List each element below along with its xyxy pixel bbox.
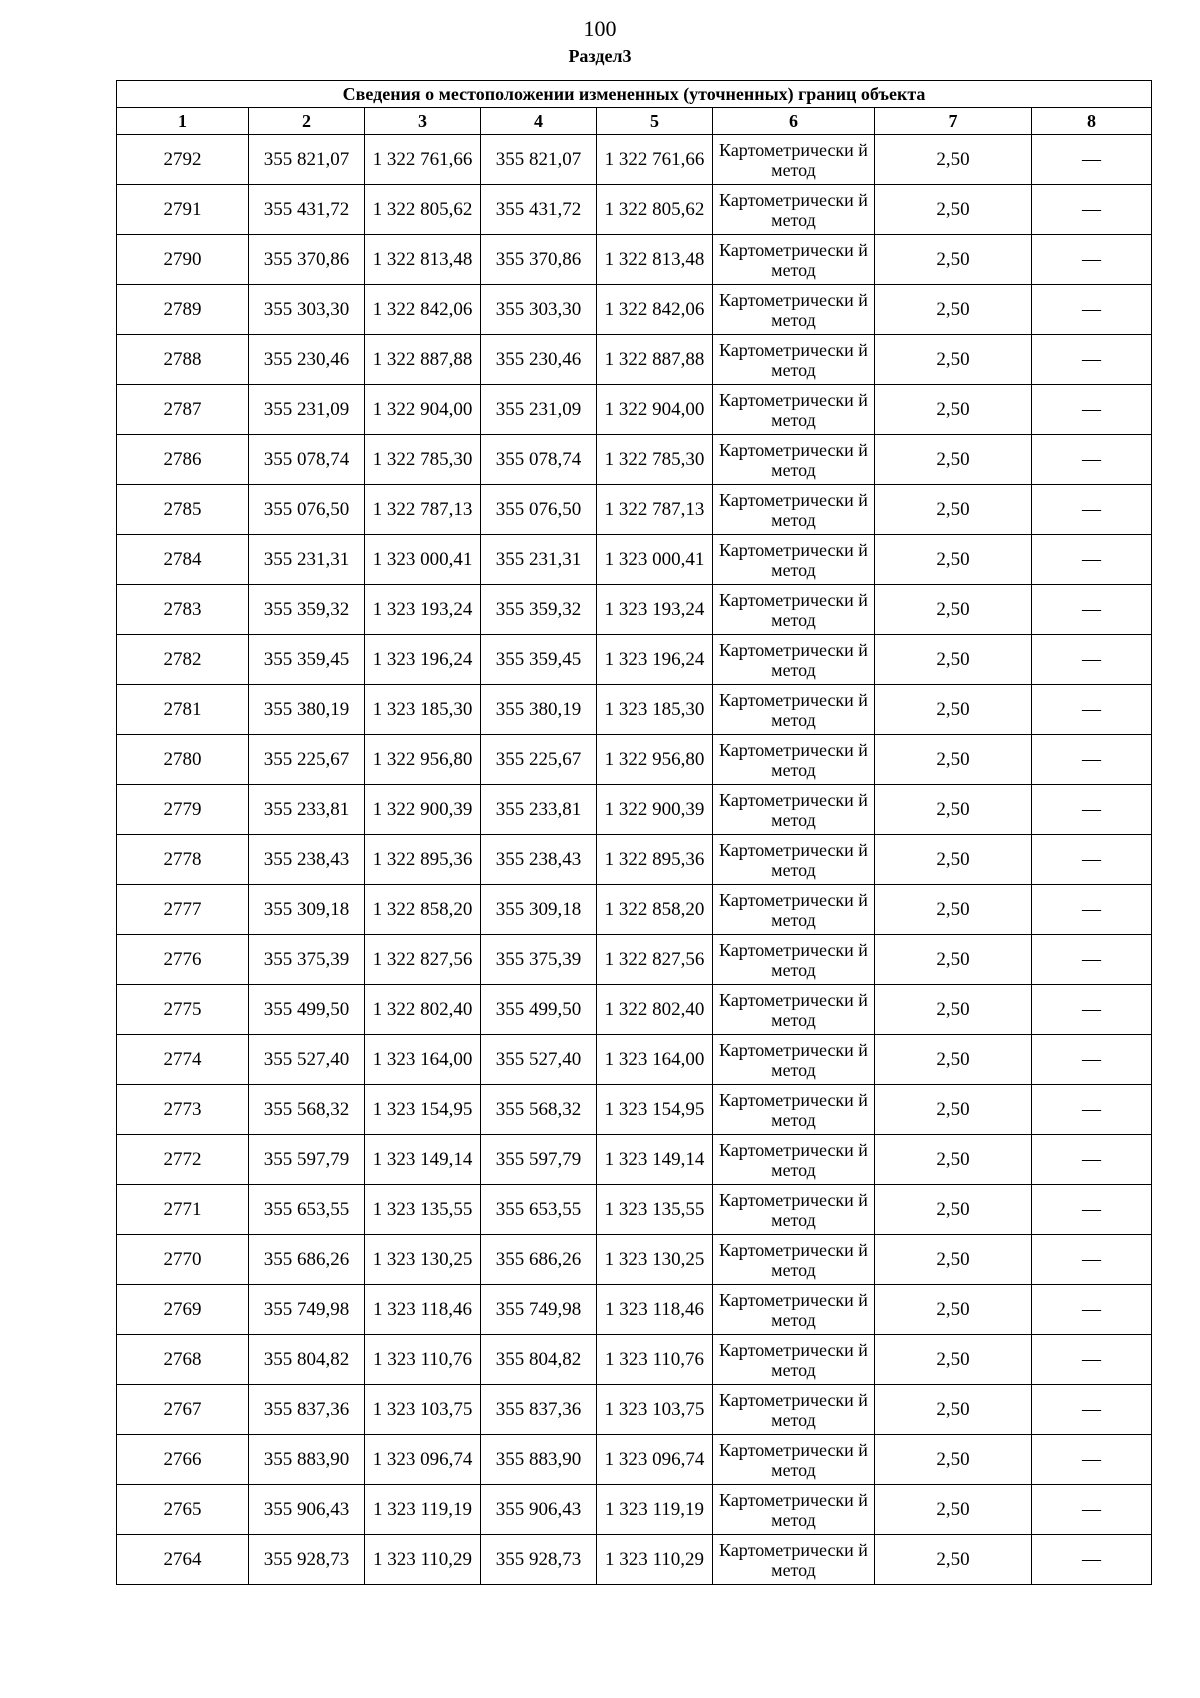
cell-accuracy: 2,50 — [875, 485, 1032, 535]
cell-y-new: 1 323 193,24 — [597, 585, 713, 635]
cell-x-new: 355 568,32 — [481, 1085, 597, 1135]
cell-method: Картометрически й метод — [713, 1035, 875, 1085]
cell-method: Картометрически й метод — [713, 785, 875, 835]
table-row — [117, 735, 1152, 785]
cell-x-existing: 355 928,73 — [249, 1535, 365, 1585]
table-row — [117, 185, 1152, 235]
cell-description: — — [1032, 785, 1152, 835]
cell-accuracy: 2,50 — [875, 935, 1032, 985]
table-row — [117, 535, 1152, 585]
cell-x-new: 355 906,43 — [481, 1485, 597, 1535]
cell-method: Картометрически й метод — [713, 435, 875, 485]
cell-y-existing: 1 322 827,56 — [365, 935, 481, 985]
cell-point-number: 2777 — [117, 885, 249, 935]
cell-y-new: 1 322 785,30 — [597, 435, 713, 485]
cell-y-new: 1 323 149,14 — [597, 1135, 713, 1185]
cell-y-existing: 1 322 904,00 — [365, 385, 481, 435]
cell-point-number: 2787 — [117, 385, 249, 435]
cell-method: Картометрически й метод — [713, 1285, 875, 1335]
table-row — [117, 435, 1152, 485]
cell-x-new: 355 076,50 — [481, 485, 597, 535]
cell-description: — — [1032, 1385, 1152, 1435]
cell-y-new: 1 322 895,36 — [597, 835, 713, 885]
cell-point-number: 2767 — [117, 1385, 249, 1435]
cell-x-existing: 355 906,43 — [249, 1485, 365, 1535]
table-row — [117, 685, 1152, 735]
column-header-7: 7 — [875, 108, 1032, 135]
cell-accuracy: 2,50 — [875, 785, 1032, 835]
cell-accuracy: 2,50 — [875, 1535, 1032, 1585]
cell-accuracy: 2,50 — [875, 1085, 1032, 1135]
cell-y-existing: 1 323 154,95 — [365, 1085, 481, 1135]
cell-description: — — [1032, 1235, 1152, 1285]
cell-description: — — [1032, 835, 1152, 885]
table-row — [117, 235, 1152, 285]
cell-x-new: 355 653,55 — [481, 1185, 597, 1235]
cell-y-existing: 1 323 119,19 — [365, 1485, 481, 1535]
cell-y-existing: 1 322 887,88 — [365, 335, 481, 385]
cell-description: — — [1032, 1085, 1152, 1135]
cell-y-new: 1 323 118,46 — [597, 1285, 713, 1335]
cell-point-number: 2781 — [117, 685, 249, 735]
cell-x-new: 355 431,72 — [481, 185, 597, 235]
cell-accuracy: 2,50 — [875, 735, 1032, 785]
cell-point-number: 2765 — [117, 1485, 249, 1535]
cell-y-new: 1 323 096,74 — [597, 1435, 713, 1485]
cell-method: Картометрически й метод — [713, 735, 875, 785]
cell-point-number: 2774 — [117, 1035, 249, 1085]
cell-x-new: 355 231,09 — [481, 385, 597, 435]
cell-y-existing: 1 322 842,06 — [365, 285, 481, 335]
cell-method: Картометрически й метод — [713, 285, 875, 335]
cell-accuracy: 2,50 — [875, 235, 1032, 285]
cell-y-existing: 1 322 787,13 — [365, 485, 481, 535]
cell-point-number: 2790 — [117, 235, 249, 285]
cell-y-new: 1 323 135,55 — [597, 1185, 713, 1235]
cell-accuracy: 2,50 — [875, 1135, 1032, 1185]
cell-x-existing: 355 883,90 — [249, 1435, 365, 1485]
cell-accuracy: 2,50 — [875, 185, 1032, 235]
cell-description: — — [1032, 535, 1152, 585]
cell-accuracy: 2,50 — [875, 1485, 1032, 1535]
cell-x-existing: 355 568,32 — [249, 1085, 365, 1135]
cell-y-existing: 1 322 900,39 — [365, 785, 481, 835]
table-row — [117, 1185, 1152, 1235]
cell-y-new: 1 323 196,24 — [597, 635, 713, 685]
cell-description: — — [1032, 885, 1152, 935]
cell-y-new: 1 322 956,80 — [597, 735, 713, 785]
cell-x-new: 355 380,19 — [481, 685, 597, 735]
table-row — [117, 835, 1152, 885]
cell-x-new: 355 597,79 — [481, 1135, 597, 1185]
cell-x-new: 355 238,43 — [481, 835, 597, 885]
cell-method: Картометрически й метод — [713, 485, 875, 535]
cell-y-existing: 1 323 110,29 — [365, 1535, 481, 1585]
cell-x-existing: 355 375,39 — [249, 935, 365, 985]
cell-description: — — [1032, 235, 1152, 285]
cell-method: Картометрически й метод — [713, 335, 875, 385]
cell-y-existing: 1 323 096,74 — [365, 1435, 481, 1485]
cell-y-new: 1 322 827,56 — [597, 935, 713, 985]
cell-y-existing: 1 323 149,14 — [365, 1135, 481, 1185]
cell-y-existing: 1 322 813,48 — [365, 235, 481, 285]
cell-y-new: 1 322 900,39 — [597, 785, 713, 835]
cell-point-number: 2768 — [117, 1335, 249, 1385]
cell-accuracy: 2,50 — [875, 435, 1032, 485]
cell-x-new: 355 359,45 — [481, 635, 597, 685]
cell-accuracy: 2,50 — [875, 885, 1032, 935]
table-row — [117, 1135, 1152, 1185]
table-row — [117, 135, 1152, 185]
page-number: 100 — [583, 16, 617, 41]
cell-description: — — [1032, 185, 1152, 235]
cell-description: — — [1032, 1135, 1152, 1185]
cell-y-existing: 1 322 956,80 — [365, 735, 481, 785]
cell-x-new: 355 499,50 — [481, 985, 597, 1035]
cell-point-number: 2784 — [117, 535, 249, 585]
table-row — [117, 1235, 1152, 1285]
cell-x-existing: 355 231,09 — [249, 385, 365, 435]
table-row — [117, 1285, 1152, 1335]
cell-accuracy: 2,50 — [875, 685, 1032, 735]
cell-description: — — [1032, 1335, 1152, 1385]
cell-point-number: 2778 — [117, 835, 249, 885]
cell-y-existing: 1 322 761,66 — [365, 135, 481, 185]
column-header-8: 8 — [1032, 108, 1152, 135]
cell-accuracy: 2,50 — [875, 585, 1032, 635]
cell-y-existing: 1 323 185,30 — [365, 685, 481, 735]
table-row — [117, 885, 1152, 935]
cell-x-existing: 355 359,32 — [249, 585, 365, 635]
cell-x-new: 355 837,36 — [481, 1385, 597, 1435]
cell-point-number: 2773 — [117, 1085, 249, 1135]
cell-x-new: 355 303,30 — [481, 285, 597, 335]
cell-description: — — [1032, 635, 1152, 685]
cell-accuracy: 2,50 — [875, 1285, 1032, 1335]
table-body — [117, 135, 1152, 1585]
cell-y-existing: 1 323 135,55 — [365, 1185, 481, 1235]
cell-description: — — [1032, 1185, 1152, 1235]
cell-description: — — [1032, 335, 1152, 385]
cell-x-existing: 355 804,82 — [249, 1335, 365, 1385]
cell-x-new: 355 225,67 — [481, 735, 597, 785]
cell-y-new: 1 322 858,20 — [597, 885, 713, 935]
table-row — [117, 785, 1152, 835]
cell-point-number: 2792 — [117, 135, 249, 185]
cell-y-existing: 1 323 103,75 — [365, 1385, 481, 1435]
cell-point-number: 2771 — [117, 1185, 249, 1235]
cell-y-existing: 1 323 130,25 — [365, 1235, 481, 1285]
table-row — [117, 1385, 1152, 1435]
cell-accuracy: 2,50 — [875, 1335, 1032, 1385]
column-header-6: 6 — [713, 108, 875, 135]
cell-y-new: 1 322 813,48 — [597, 235, 713, 285]
column-number-row — [117, 108, 1152, 135]
cell-x-new: 355 686,26 — [481, 1235, 597, 1285]
cell-method: Картометрически й метод — [713, 535, 875, 585]
cell-y-existing: 1 323 110,76 — [365, 1335, 481, 1385]
cell-y-new: 1 323 119,19 — [597, 1485, 713, 1535]
cell-method: Картометрически й метод — [713, 235, 875, 285]
cell-y-new: 1 323 110,76 — [597, 1335, 713, 1385]
cell-x-existing: 355 076,50 — [249, 485, 365, 535]
cell-description: — — [1032, 1535, 1152, 1585]
cell-point-number: 2776 — [117, 935, 249, 985]
cell-x-existing: 355 230,46 — [249, 335, 365, 385]
cell-description: — — [1032, 285, 1152, 335]
table-row — [117, 585, 1152, 635]
cell-y-new: 1 323 185,30 — [597, 685, 713, 735]
cell-y-existing: 1 322 785,30 — [365, 435, 481, 485]
table-row — [117, 335, 1152, 385]
cell-accuracy: 2,50 — [875, 1385, 1032, 1435]
cell-method: Картометрически й метод — [713, 1085, 875, 1135]
cell-description: — — [1032, 1035, 1152, 1085]
cell-point-number: 2788 — [117, 335, 249, 385]
cell-point-number: 2782 — [117, 635, 249, 685]
cell-y-existing: 1 322 802,40 — [365, 985, 481, 1035]
cell-y-existing: 1 322 895,36 — [365, 835, 481, 885]
cell-point-number: 2791 — [117, 185, 249, 235]
cell-x-existing: 355 078,74 — [249, 435, 365, 485]
cell-method: Картометрически й метод — [713, 935, 875, 985]
cell-x-new: 355 527,40 — [481, 1035, 597, 1085]
cell-x-existing: 355 225,67 — [249, 735, 365, 785]
cell-x-new: 355 928,73 — [481, 1535, 597, 1585]
cell-description: — — [1032, 485, 1152, 535]
cell-description: — — [1032, 1435, 1152, 1485]
cell-y-existing: 1 323 193,24 — [365, 585, 481, 635]
table-title: Сведения о местоположении измененных (уточненных) границ объекта — [117, 81, 1152, 108]
cell-y-new: 1 322 842,06 — [597, 285, 713, 335]
cell-accuracy: 2,50 — [875, 1235, 1032, 1285]
cell-x-existing: 355 749,98 — [249, 1285, 365, 1335]
cell-point-number: 2772 — [117, 1135, 249, 1185]
cell-x-new: 355 309,18 — [481, 885, 597, 935]
cell-x-existing: 355 597,79 — [249, 1135, 365, 1185]
column-header-1: 1 — [117, 108, 249, 135]
cell-y-new: 1 322 887,88 — [597, 335, 713, 385]
cell-accuracy: 2,50 — [875, 635, 1032, 685]
cell-method: Картометрически й метод — [713, 1135, 875, 1185]
table-row — [117, 1035, 1152, 1085]
cell-description: — — [1032, 1285, 1152, 1335]
cell-description: — — [1032, 985, 1152, 1035]
cell-y-new: 1 323 154,95 — [597, 1085, 713, 1135]
cell-description: — — [1032, 735, 1152, 785]
cell-method: Картометрически й метод — [713, 635, 875, 685]
cell-accuracy: 2,50 — [875, 535, 1032, 585]
cell-method: Картометрически й метод — [713, 135, 875, 185]
boundary-coordinates-table — [116, 80, 1152, 1585]
cell-x-existing: 355 653,55 — [249, 1185, 365, 1235]
cell-accuracy: 2,50 — [875, 1435, 1032, 1485]
table-row — [117, 285, 1152, 335]
cell-x-new: 355 078,74 — [481, 435, 597, 485]
table-row — [117, 1085, 1152, 1135]
cell-accuracy: 2,50 — [875, 135, 1032, 185]
cell-point-number: 2779 — [117, 785, 249, 835]
cell-y-existing: 1 323 118,46 — [365, 1285, 481, 1335]
cell-y-existing: 1 322 858,20 — [365, 885, 481, 935]
cell-y-new: 1 322 904,00 — [597, 385, 713, 435]
table-row — [117, 935, 1152, 985]
cell-description: — — [1032, 135, 1152, 185]
cell-y-new: 1 323 130,25 — [597, 1235, 713, 1285]
table-row — [117, 385, 1152, 435]
cell-method: Картометрически й метод — [713, 1385, 875, 1435]
cell-accuracy: 2,50 — [875, 1035, 1032, 1085]
cell-y-new: 1 322 805,62 — [597, 185, 713, 235]
cell-x-new: 355 821,07 — [481, 135, 597, 185]
table-row — [117, 1485, 1152, 1535]
cell-x-existing: 355 370,86 — [249, 235, 365, 285]
cell-y-existing: 1 323 196,24 — [365, 635, 481, 685]
table-row — [117, 985, 1152, 1035]
cell-accuracy: 2,50 — [875, 385, 1032, 435]
table-row — [117, 485, 1152, 535]
cell-x-new: 355 359,32 — [481, 585, 597, 635]
cell-method: Картометрически й метод — [713, 585, 875, 635]
cell-point-number: 2780 — [117, 735, 249, 785]
cell-x-new: 355 749,98 — [481, 1285, 597, 1335]
section-title: Раздел3 — [568, 46, 632, 66]
cell-method: Картометрически й метод — [713, 1435, 875, 1485]
cell-x-existing: 355 359,45 — [249, 635, 365, 685]
cell-x-existing: 355 821,07 — [249, 135, 365, 185]
cell-y-new: 1 322 802,40 — [597, 985, 713, 1035]
cell-x-new: 355 233,81 — [481, 785, 597, 835]
cell-y-new: 1 323 103,75 — [597, 1385, 713, 1435]
column-header-4: 4 — [481, 108, 597, 135]
cell-y-new: 1 323 164,00 — [597, 1035, 713, 1085]
cell-x-existing: 355 303,30 — [249, 285, 365, 335]
cell-method: Картометрически й метод — [713, 1485, 875, 1535]
cell-y-new: 1 323 000,41 — [597, 535, 713, 585]
cell-y-existing: 1 323 164,00 — [365, 1035, 481, 1085]
cell-y-existing: 1 322 805,62 — [365, 185, 481, 235]
cell-x-new: 355 370,86 — [481, 235, 597, 285]
cell-x-existing: 355 686,26 — [249, 1235, 365, 1285]
cell-x-new: 355 231,31 — [481, 535, 597, 585]
cell-x-new: 355 375,39 — [481, 935, 597, 985]
cell-x-new: 355 804,82 — [481, 1335, 597, 1385]
cell-x-new: 355 230,46 — [481, 335, 597, 385]
cell-method: Картометрически й метод — [713, 985, 875, 1035]
cell-description: — — [1032, 385, 1152, 435]
cell-accuracy: 2,50 — [875, 285, 1032, 335]
cell-x-new: 355 883,90 — [481, 1435, 597, 1485]
cell-method: Картометрически й метод — [713, 1235, 875, 1285]
cell-point-number: 2786 — [117, 435, 249, 485]
table-row — [117, 1535, 1152, 1585]
cell-point-number: 2766 — [117, 1435, 249, 1485]
cell-x-existing: 355 233,81 — [249, 785, 365, 835]
cell-x-existing: 355 231,31 — [249, 535, 365, 585]
cell-point-number: 2775 — [117, 985, 249, 1035]
cell-accuracy: 2,50 — [875, 985, 1032, 1035]
cell-description: — — [1032, 1485, 1152, 1535]
table-row — [117, 1435, 1152, 1485]
cell-x-existing: 355 238,43 — [249, 835, 365, 885]
cell-y-new: 1 322 787,13 — [597, 485, 713, 535]
cell-method: Картометрически й метод — [713, 185, 875, 235]
cell-description: — — [1032, 585, 1152, 635]
cell-y-new: 1 322 761,66 — [597, 135, 713, 185]
column-header-2: 2 — [249, 108, 365, 135]
cell-accuracy: 2,50 — [875, 335, 1032, 385]
cell-method: Картометрически й метод — [713, 835, 875, 885]
cell-point-number: 2770 — [117, 1235, 249, 1285]
cell-y-existing: 1 323 000,41 — [365, 535, 481, 585]
cell-x-existing: 355 309,18 — [249, 885, 365, 935]
cell-x-existing: 355 431,72 — [249, 185, 365, 235]
cell-method: Картометрически й метод — [713, 885, 875, 935]
cell-x-existing: 355 837,36 — [249, 1385, 365, 1435]
cell-method: Картометрически й метод — [713, 1335, 875, 1385]
column-header-3: 3 — [365, 108, 481, 135]
cell-accuracy: 2,50 — [875, 835, 1032, 885]
cell-accuracy: 2,50 — [875, 1185, 1032, 1235]
cell-description: — — [1032, 435, 1152, 485]
cell-method: Картометрически й метод — [713, 1535, 875, 1585]
table-row — [117, 1335, 1152, 1385]
cell-y-new: 1 323 110,29 — [597, 1535, 713, 1585]
cell-point-number: 2764 — [117, 1535, 249, 1585]
cell-x-existing: 355 380,19 — [249, 685, 365, 735]
cell-point-number: 2789 — [117, 285, 249, 335]
cell-point-number: 2785 — [117, 485, 249, 535]
cell-method: Картометрически й метод — [713, 385, 875, 435]
table-row — [117, 635, 1152, 685]
cell-x-existing: 355 499,50 — [249, 985, 365, 1035]
cell-method: Картометрически й метод — [713, 1185, 875, 1235]
cell-description: — — [1032, 685, 1152, 735]
cell-description: — — [1032, 935, 1152, 985]
cell-method: Картометрически й метод — [713, 685, 875, 735]
cell-point-number: 2783 — [117, 585, 249, 635]
cell-point-number: 2769 — [117, 1285, 249, 1335]
cell-x-existing: 355 527,40 — [249, 1035, 365, 1085]
column-header-5: 5 — [597, 108, 713, 135]
